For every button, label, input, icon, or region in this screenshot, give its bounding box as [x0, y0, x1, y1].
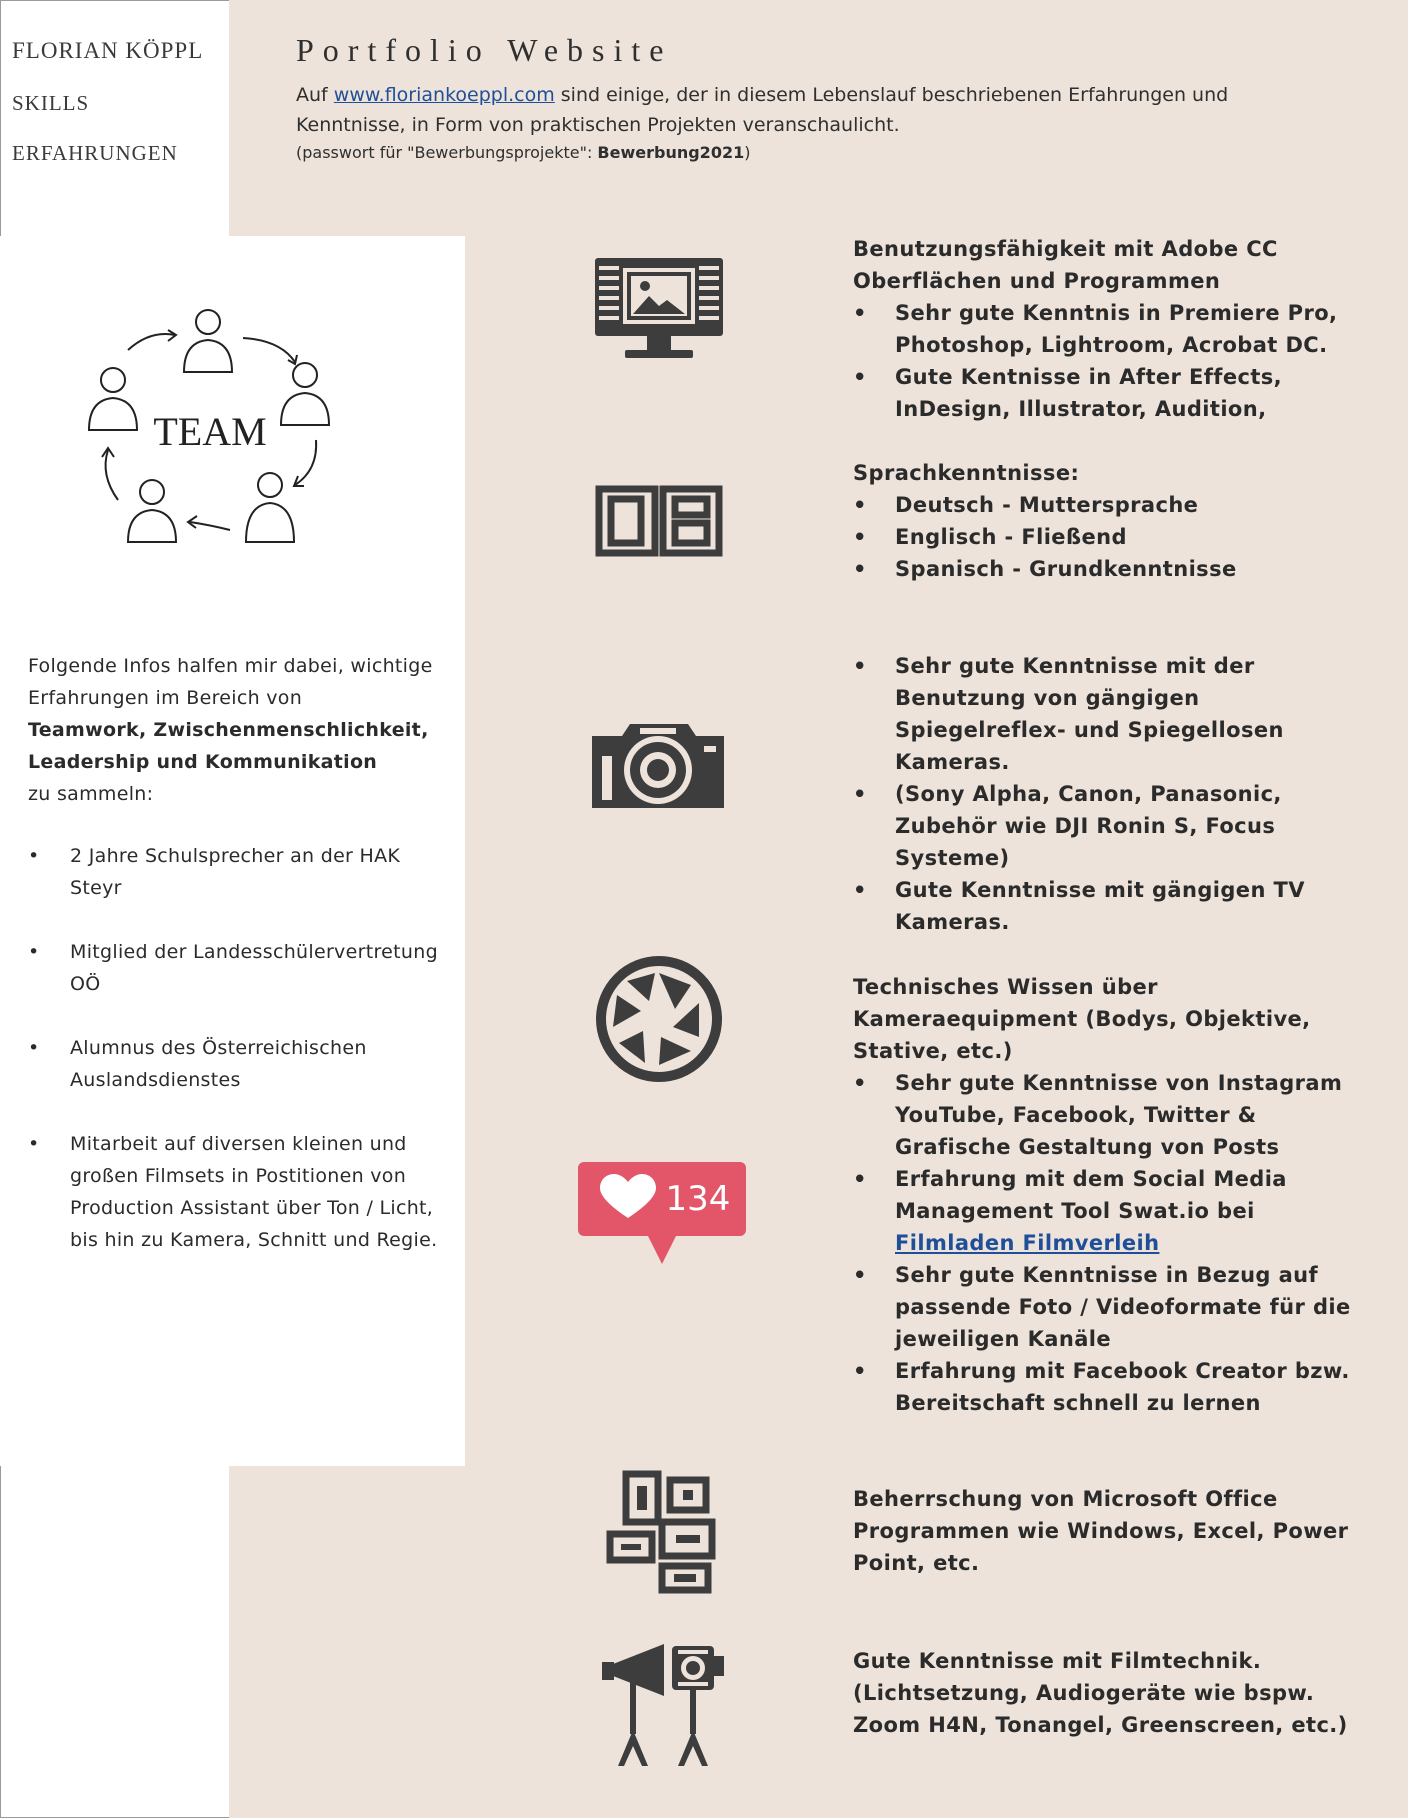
nav [12, 38, 203, 191]
like-count: 134 [665, 1179, 731, 1219]
person-icon [281, 363, 329, 425]
list-item: • Deutsch - Muttersprache [853, 489, 1353, 521]
aperture-icon [595, 955, 723, 1083]
left-list [28, 840, 438, 1256]
list-item: • Gute Kenntnisse mit gängigen TV Kameras. [853, 874, 1353, 938]
adobe-title: Benutzungsfähigkeit mit Adobe CC Oberflächen und Programmen [853, 237, 1278, 293]
social-section [853, 1067, 1353, 1419]
nav-name[interactable]: FLORIAN KÖPPL [12, 38, 204, 63]
list-item: • Mitglied der Landesschülervertretung OÖ [28, 936, 438, 1000]
adobe-section [853, 233, 1353, 425]
list-item: • Spanisch - Grundkenntnisse [853, 553, 1353, 585]
office-section [853, 1483, 1353, 1579]
note-suffix: ) [744, 143, 751, 162]
list-item: • 2 Jahre Schulsprecher an der HAK Steyr [28, 840, 438, 904]
list-item: • Sehr gute Kenntnis in Premiere Pro, Photoshop, Lightroom, Acrobat DC. [853, 297, 1353, 361]
like-badge [578, 1162, 746, 1266]
languages-title: Sprachkenntnisse: [853, 461, 1080, 485]
languages-section [853, 457, 1353, 585]
film-title: Gute Kenntnisse mit Filmtechnik. (Lichtsetzung, Audiogeräte wie bspw. Zoom H4N, Tonangel, Greenscreen, etc.) [853, 1649, 1348, 1737]
list-item: • Englisch - Fließend [853, 521, 1353, 553]
left-intro: Folgende Infos halfen mir dabei, wichtige Erfahrungen im Bereich von [28, 655, 433, 709]
person-icon [246, 473, 294, 542]
portfolio-description [296, 80, 1296, 166]
team-label: TEAM [153, 409, 267, 454]
office-title: Beherrschung von Microsoft Office Programmen wie Windows, Excel, Power Point, etc. [853, 1487, 1349, 1575]
left-bold: Teamwork, Zwischenmenschlichkeit, Leadership und Kommunikation [28, 719, 429, 773]
person-icon [184, 310, 232, 372]
note-password: Bewerbung2021 [597, 143, 745, 162]
book-icon [595, 483, 723, 559]
team-sketch [80, 300, 340, 550]
cameras-section [853, 650, 1353, 938]
camera-icon [592, 716, 724, 808]
list-item [853, 1163, 1353, 1259]
portfolio-text: sind einige, der in diesem Lebenslauf beschriebenen Erfahrungen und Kenntnisse, in Form von praktischen Projekten veranschaulicht. [296, 84, 1229, 136]
filmladen-link[interactable]: Filmladen Filmverleih [895, 1231, 1160, 1255]
person-icon [89, 368, 137, 430]
list-item: • Mitarbeit auf diversen kleinen und großen Filmsets in Postitionen von Production Assistant über Ton / Licht, bis hin zu Kamera, Schnitt und Regie. [28, 1128, 438, 1256]
monitor-icon [595, 258, 723, 364]
portfolio-link[interactable]: www.floriankoeppl.com [333, 84, 555, 106]
nav-item-skills[interactable]: SKILLS [12, 91, 90, 115]
equipment-section [853, 971, 1353, 1067]
list-item: • Gute Kentnisse in After Effects, InDesign, Illustrator, Audition, [853, 361, 1353, 425]
list-item: • Sehr gute Kenntnisse von Instagram YouTube, Facebook, Twitter & Grafische Gestaltung von Posts [853, 1067, 1353, 1163]
film-section [853, 1645, 1353, 1741]
frames-icon [606, 1470, 722, 1594]
nav-item-erfahrungen[interactable]: ERFAHRUNGEN [12, 141, 178, 165]
left-after: zu sammeln: [28, 783, 154, 805]
portfolio-title: Portfolio Website [296, 32, 673, 68]
portfolio-note [296, 140, 1296, 166]
person-icon [128, 480, 176, 542]
left-text [28, 650, 438, 1288]
list-item: • Alumnus des Österreichischen Auslandsdienstes [28, 1032, 438, 1096]
list-item: • Sehr gute Kenntnisse in Bezug auf passende Foto / Videoformate für die jeweiligen Kanäle [853, 1259, 1353, 1355]
list-item: • (Sony Alpha, Canon, Panasonic, Zubehör wie DJI Ronin S, Focus Systeme) [853, 778, 1353, 874]
film-light-icon [602, 1640, 730, 1766]
portfolio-prefix: Auf [296, 84, 334, 106]
list-item: • Sehr gute Kenntnisse mit der Benutzung von gängigen Spiegelreflex- und Spiegellosen Kameras. [853, 650, 1353, 778]
list-item: • Erfahrung mit Facebook Creator bzw. Bereitschaft schnell zu lernen [853, 1355, 1353, 1419]
swat-text: Erfahrung mit dem Social Media Management Tool Swat.io bei [895, 1167, 1287, 1223]
note-prefix: (passwort für "Bewerbungsprojekte": [296, 143, 598, 162]
equipment-title: Technisches Wissen über Kameraequipment (Bodys, Objektive, Stative, etc.) [853, 975, 1311, 1063]
